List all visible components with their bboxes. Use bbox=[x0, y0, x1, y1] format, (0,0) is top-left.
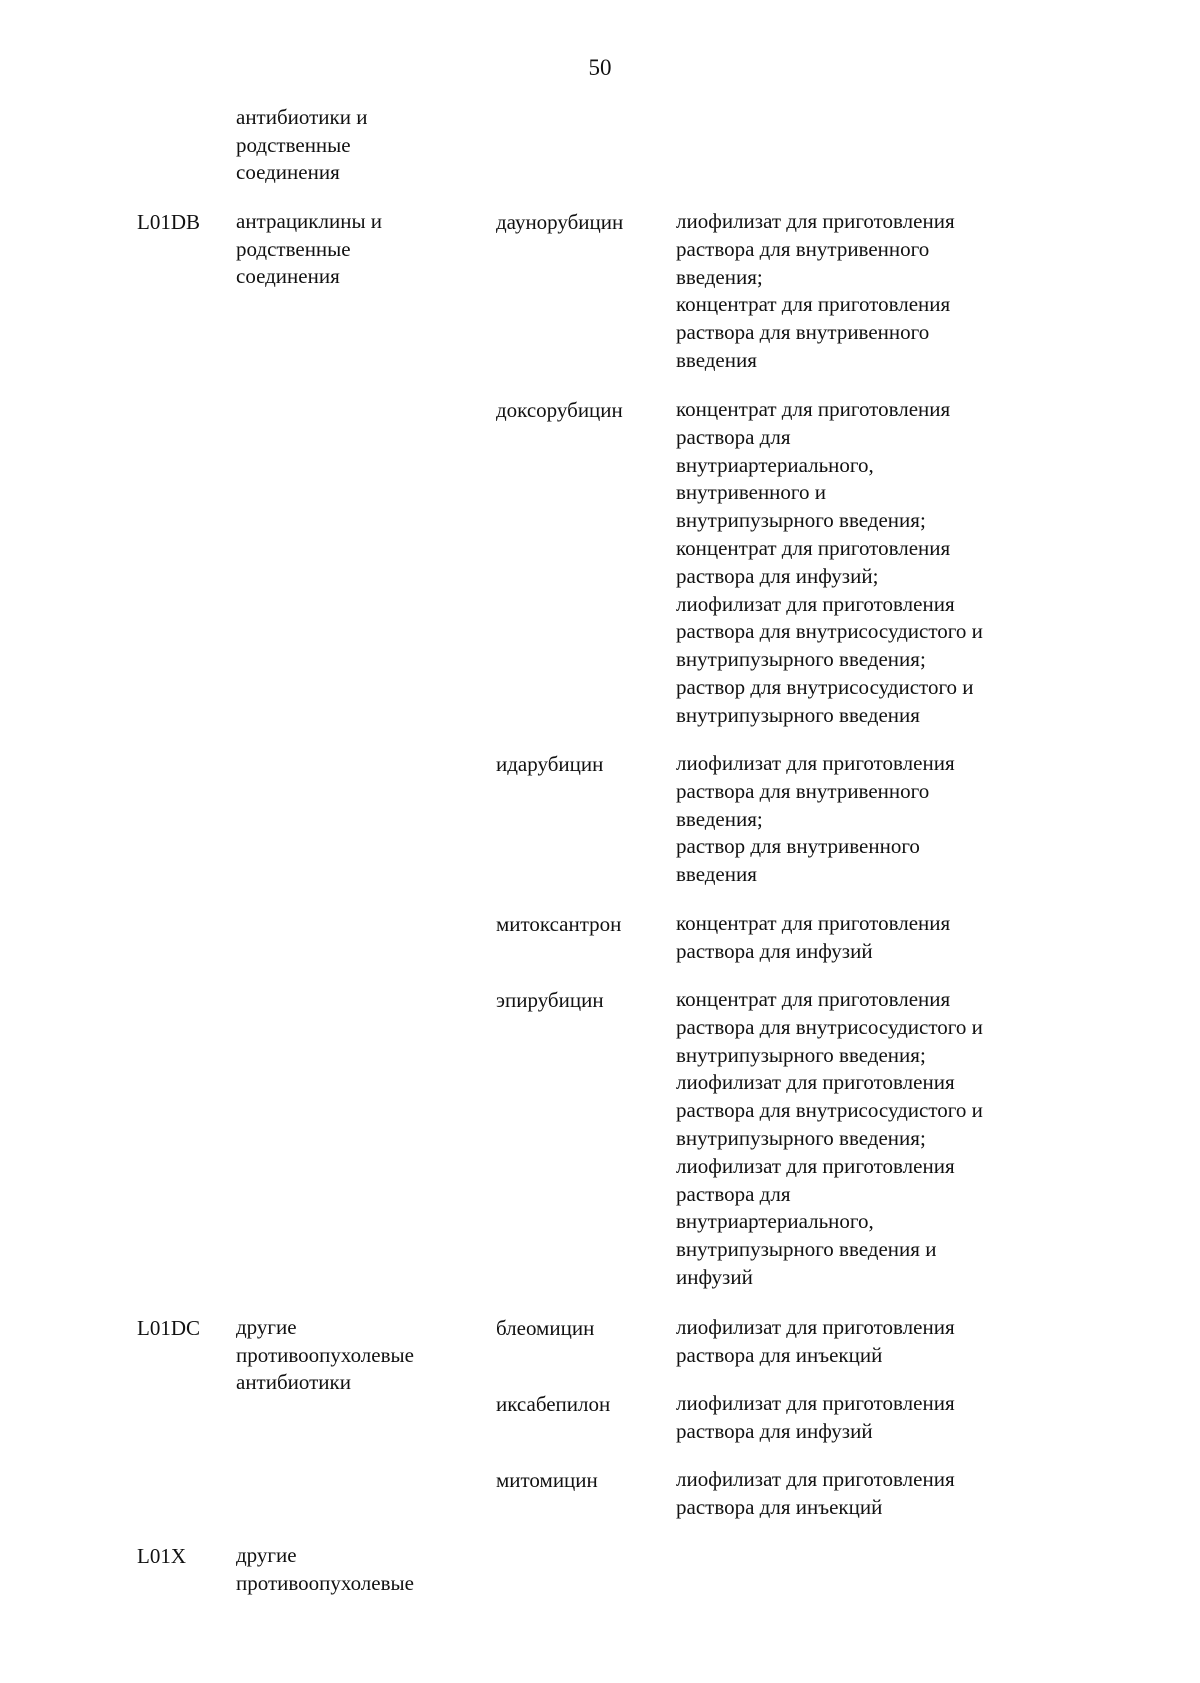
dosage-form bbox=[676, 986, 1056, 1292]
atc-code: L01X bbox=[137, 1544, 186, 1568]
drug-name: идарубицин bbox=[496, 752, 604, 776]
group-line: родственные bbox=[236, 132, 351, 157]
form-line: лиофилизат для приготовления bbox=[676, 1070, 955, 1095]
drug-name: митомицин bbox=[496, 1468, 598, 1492]
group-line: соединения bbox=[236, 264, 340, 288]
group-name bbox=[236, 208, 476, 291]
form-line: внутрипузырного введения bbox=[676, 702, 920, 727]
form-line: введения bbox=[676, 862, 757, 887]
form-line: раствора для внутрисосудистого и bbox=[676, 1098, 983, 1123]
drug-name: митоксантрон bbox=[496, 912, 622, 936]
form-line: раствора для bbox=[676, 1181, 791, 1206]
group-name bbox=[236, 1314, 476, 1397]
form-line: лиофилизат для приготовления bbox=[676, 1153, 955, 1178]
drug-name: даунорубицин bbox=[496, 210, 624, 234]
form-line: лиофилизат для приготовления bbox=[676, 751, 955, 775]
form-line: лиофилизат для приготовления bbox=[676, 1315, 955, 1339]
dosage-form bbox=[676, 208, 1056, 375]
form-line: внутриартериального, bbox=[676, 1209, 874, 1234]
form-line: раствора для инфузий bbox=[676, 1418, 873, 1443]
group-continuation bbox=[236, 104, 476, 187]
form-line: концентрат для приготовления bbox=[676, 911, 951, 935]
form-line: внутриартериального, bbox=[676, 452, 874, 477]
form-line: концентрат для приготовления bbox=[676, 535, 951, 560]
form-line: раствор для внутрисосудистого и bbox=[676, 674, 974, 699]
form-line: раствор для внутривенного bbox=[676, 834, 920, 859]
drug-name: иксабепилон bbox=[496, 1392, 611, 1416]
form-line: концентрат для приготовления bbox=[676, 987, 951, 1011]
form-line: раствора для внутривенного bbox=[676, 320, 930, 345]
page-number: 50 bbox=[588, 55, 612, 80]
group-line: противоопухолевые bbox=[236, 1342, 414, 1367]
form-line: раствора для внутрисосудистого и bbox=[676, 619, 983, 644]
form-line: внутрипузырного введения и bbox=[676, 1237, 937, 1262]
form-line: внутрипузырного введения; bbox=[676, 508, 926, 533]
form-line: раствора для инфузий; bbox=[676, 563, 879, 588]
group-line: антибиотики и bbox=[236, 105, 368, 129]
form-line: раствора для внутрисосудистого и bbox=[676, 1014, 983, 1039]
form-line: раствора для внутривенного bbox=[676, 778, 930, 803]
dosage-form bbox=[676, 1390, 1056, 1446]
group-line: противоопухолевые bbox=[236, 1570, 414, 1595]
dosage-form bbox=[676, 1314, 1056, 1370]
form-line: концентрат для приготовления bbox=[676, 397, 951, 421]
atc-code: L01DB bbox=[137, 210, 200, 234]
group-line: антрациклины и bbox=[236, 209, 383, 233]
drug-name: эпирубицин bbox=[496, 988, 604, 1012]
form-line: раствора для bbox=[676, 424, 791, 449]
form-line: внутрипузырного введения; bbox=[676, 1125, 926, 1150]
form-line: внутрипузырного введения; bbox=[676, 647, 926, 672]
dosage-form bbox=[676, 1466, 1056, 1522]
atc-code: L01DC bbox=[137, 1316, 200, 1340]
form-line: лиофилизат для приготовления bbox=[676, 209, 955, 233]
form-line: раствора для внутривенного bbox=[676, 236, 930, 261]
form-line: лиофилизат для приготовления bbox=[676, 1467, 955, 1491]
dosage-form bbox=[676, 910, 1056, 966]
form-line: раствора для инъекций bbox=[676, 1494, 883, 1519]
form-line: раствора для инъекций bbox=[676, 1342, 883, 1367]
form-line: внутрипузырного введения; bbox=[676, 1042, 926, 1067]
dosage-form bbox=[676, 396, 1056, 730]
form-line: введения; bbox=[676, 264, 763, 289]
form-line: концентрат для приготовления bbox=[676, 292, 951, 317]
group-line: антибиотики bbox=[236, 1370, 351, 1394]
form-line: введения; bbox=[676, 806, 763, 831]
form-line: внутривенного и bbox=[676, 480, 826, 505]
form-line: введения bbox=[676, 347, 757, 372]
group-line: другие bbox=[236, 1543, 297, 1567]
form-line: инфузий bbox=[676, 1264, 753, 1289]
dosage-form bbox=[676, 750, 1056, 889]
form-line: лиофилизат для приготовления bbox=[676, 1391, 955, 1415]
group-line: другие bbox=[236, 1315, 297, 1339]
group-line: родственные bbox=[236, 236, 351, 261]
form-line: раствора для инфузий bbox=[676, 938, 873, 963]
drug-name: блеомицин bbox=[496, 1316, 595, 1340]
group-name bbox=[236, 1542, 476, 1597]
form-line: лиофилизат для приготовления bbox=[676, 591, 955, 616]
drug-name: доксорубицин bbox=[496, 398, 623, 422]
group-line: соединения bbox=[236, 160, 340, 184]
